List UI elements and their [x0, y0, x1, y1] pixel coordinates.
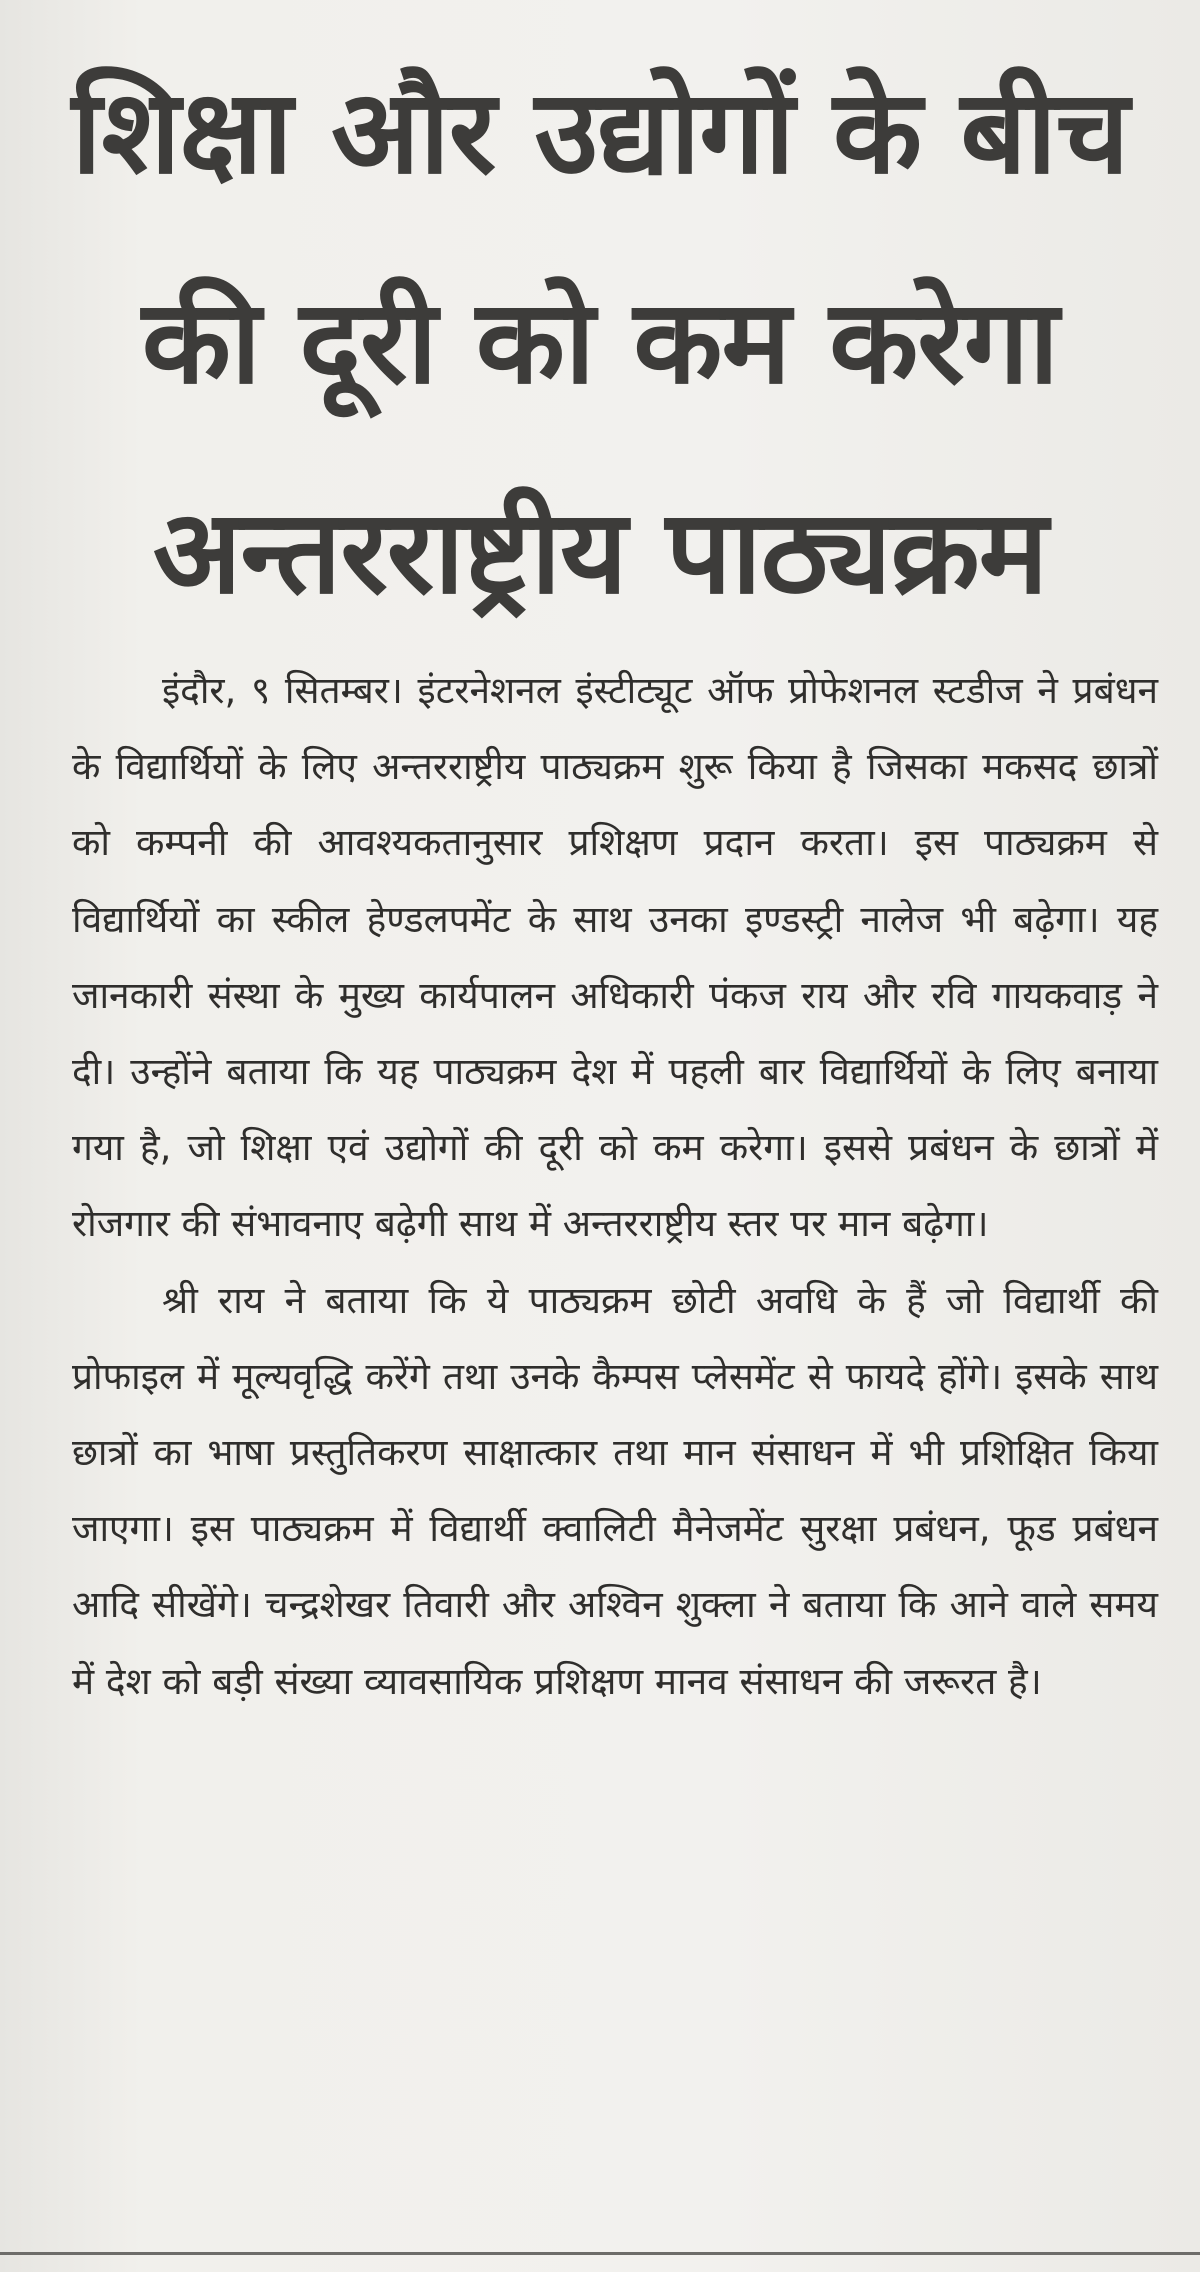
headline: [40, 28, 1160, 658]
headline-line-3: अन्तरराष्ट्रीय पाठ्यक्रम: [152, 485, 1048, 620]
headline-line-2: की दूरी को कम करेगा: [141, 275, 1059, 410]
article-paragraph-1: इंदौर, ९ सितम्बर। इंटरनेशनल इंस्टीट्यूट ऑफ प्रोफेशनल स्टडीज ने प्रबंधन के विद्यार्थियों के लिए अन्तरराष्ट्रीय पाठ्यक्रम शुरू किया है जिसका मकसद छात्रों को कम्पनी की आवश्यकतानुसार प्रशिक्षण प्रदान करता। इस पाठ्यक्रम से विद्यार्थियों का स्कील हेण्डलपमेंट के साथ उनका इण्डस्ट्री नालेज भी बढ़ेगा। यह जानकारी संस्था के मुख्य कार्यपालन अधिकारी पंकज राय और रवि गायकवाड़ ने दी। उन्होंने बताया कि यह पाठ्यक्रम देश में पहली बार विद्यार्थियों के लिए बनाया गया है, जो शिक्षा एवं उद्योगों की दूरी को कम करेगा। इससे प्रबंधन के छात्रों में रोजगार की संभावनाए बढ़ेगी साथ में अन्तरराष्ट्रीय स्तर पर मान बढ़ेगा।: [72, 669, 1158, 1246]
article-paragraph-2: श्री राय ने बताया कि ये पाठ्यक्रम छोटी अवधि के हैं जो विद्यार्थी की प्रोफाइल में मूल्यवृद्धि करेंगे तथा उनके कैम्पस प्लेसमेंट से फायदे होंगे। इसके साथ छात्रों का भाषा प्रस्तुतिकरण साक्षात्कार तथा मान संसाधन में भी प्रशिक्षित किया जाएगा। इस पाठ्यक्रम में विद्यार्थी क्वालिटी मैनेजमेंट सुरक्षा प्रबंधन, फूड प्रबंधन आदि सीखेंगे। चन्द्रशेखर तिवारी और अश्विन शुक्ला ने बताया कि आने वाले समय में देश को बड़ी संख्या व्यावसायिक प्रशिक्षण मानव संसाधन की जरूरत है।: [72, 1278, 1158, 1703]
article-body: [72, 653, 1158, 1720]
headline-line-1: शिक्षा और उद्योगों के बीच: [71, 65, 1129, 200]
bottom-rule: [0, 2252, 1200, 2255]
